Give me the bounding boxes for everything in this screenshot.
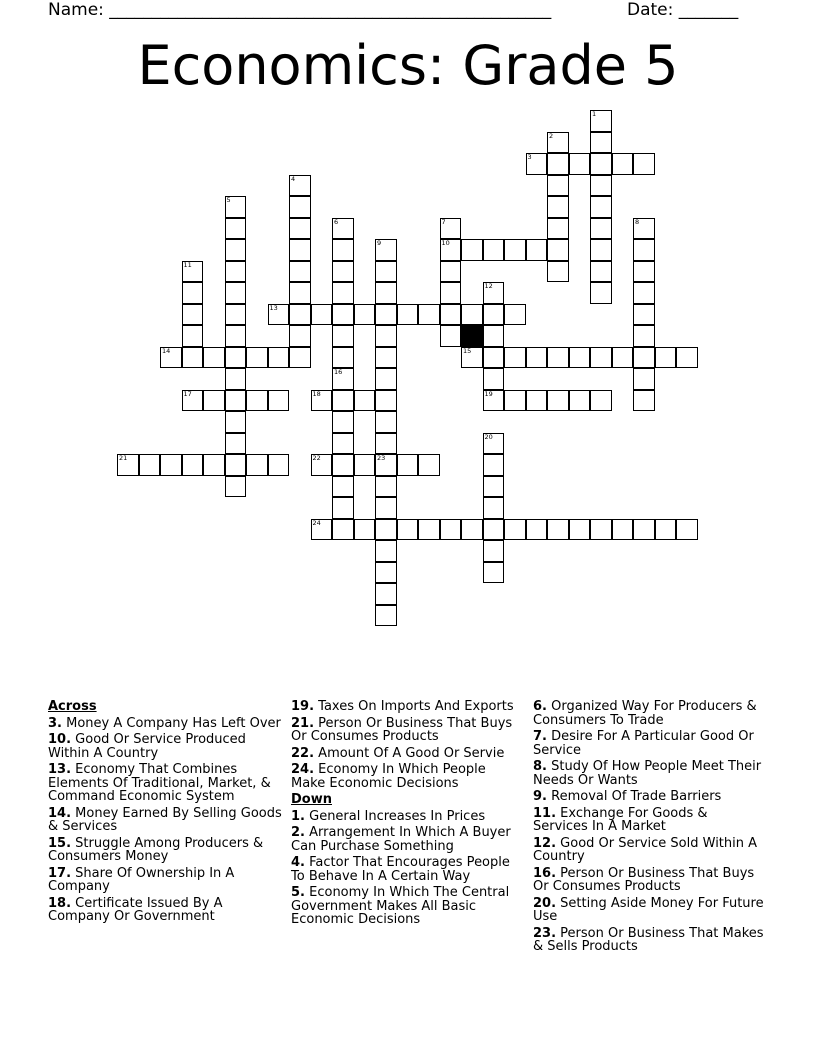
crossword-cell[interactable] (526, 153, 548, 175)
crossword-cell[interactable] (332, 304, 354, 326)
crossword-cell[interactable] (590, 282, 612, 304)
clue-number-label: 12 (484, 282, 493, 290)
crossword-cell[interactable] (182, 347, 204, 369)
crossword-cell[interactable] (311, 454, 333, 476)
crossword-cell[interactable] (633, 153, 655, 175)
crossword-block (461, 325, 483, 347)
clue-text: General Increases In Prices (309, 808, 486, 824)
crossword-cell[interactable] (526, 239, 548, 261)
clue-item (533, 790, 765, 804)
crossword-cell[interactable] (289, 175, 311, 197)
crossword-cell[interactable] (289, 347, 311, 369)
crossword-cell[interactable] (504, 304, 526, 326)
crossword-cell[interactable] (375, 433, 397, 455)
crossword-cell[interactable] (375, 562, 397, 584)
clue-number-label: 24 (312, 518, 321, 527)
crossword-cell[interactable] (375, 347, 397, 369)
crossword-cell[interactable] (225, 476, 247, 498)
crossword-cell[interactable] (483, 325, 505, 347)
crossword-cell[interactable] (504, 239, 526, 261)
crossword-cell[interactable] (590, 132, 612, 154)
crossword-cell[interactable] (268, 390, 290, 412)
crossword-cell[interactable] (182, 454, 204, 476)
crossword-cell[interactable] (633, 347, 655, 369)
clue-item (533, 730, 765, 757)
clue-column-2 (291, 700, 521, 930)
clue-number-label: 22 (312, 454, 321, 462)
clue-text: Share Of Ownership In A Company (48, 865, 235, 894)
clue-number-label: 18 (312, 389, 321, 398)
crossword-cell[interactable] (483, 433, 505, 455)
crossword-cell[interactable] (225, 368, 247, 390)
clue-text: Exchange For Goods & Services In A Market (533, 805, 708, 834)
clue-text: Removal Of Trade Barriers (551, 789, 722, 804)
crossword-cell[interactable] (375, 497, 397, 519)
crossword-cell[interactable] (375, 605, 397, 627)
clue-item (291, 700, 521, 714)
crossword-cell[interactable] (569, 347, 591, 369)
clue-number: 24. (291, 762, 315, 777)
clue-item (533, 897, 765, 924)
clue-text: Person Or Business That Buys Or Consumes Products (533, 865, 755, 894)
clue-item (48, 837, 284, 864)
clue-item (48, 897, 284, 924)
crossword-cell[interactable] (526, 519, 548, 541)
clue-number: 22. (291, 745, 315, 761)
crossword-cell[interactable] (182, 304, 204, 326)
crossword-cell[interactable] (225, 454, 247, 476)
clue-text: Organized Way For Producers & Consumers To Trade (533, 699, 757, 728)
crossword-cell[interactable] (547, 347, 569, 369)
clue-number: 18. (48, 895, 72, 911)
crossword-cell[interactable] (547, 132, 569, 154)
clue-item (291, 886, 521, 927)
crossword-cell[interactable] (483, 239, 505, 261)
crossword-cell[interactable] (225, 433, 247, 455)
clue-number: 8. (533, 759, 547, 774)
crossword-cell[interactable] (547, 519, 569, 541)
crossword-cell[interactable] (483, 454, 505, 476)
crossword-cell[interactable] (676, 347, 698, 369)
clue-text: Factor That Encourages People To Behave In A Certain Way (291, 855, 510, 884)
crossword-cell[interactable] (483, 347, 505, 369)
crossword-cell[interactable] (375, 476, 397, 498)
crossword-cell[interactable] (332, 239, 354, 261)
clue-item (533, 760, 765, 787)
crossword-cell[interactable] (461, 239, 483, 261)
crossword-cell[interactable] (332, 497, 354, 519)
crossword-cell[interactable] (117, 454, 139, 476)
crossword-cell[interactable] (547, 153, 569, 175)
crossword-cell[interactable] (203, 390, 225, 412)
crossword-cell[interactable] (633, 368, 655, 390)
crossword-cell[interactable] (483, 390, 505, 412)
crossword-cell[interactable] (268, 454, 290, 476)
clue-number-label: 4 (291, 174, 296, 183)
clue-text: Struggle Among Producers & Consumers Money (48, 835, 264, 864)
clue-item (533, 867, 765, 894)
clue-number-label: 10 (441, 239, 450, 247)
crossword-cell[interactable] (483, 304, 505, 326)
crossword-cell[interactable] (289, 239, 311, 261)
crossword-cell[interactable] (590, 519, 612, 541)
crossword-cell[interactable] (590, 196, 612, 218)
crossword-cell[interactable] (332, 347, 354, 369)
clue-number: 13. (48, 762, 72, 777)
clue-number-label: 11 (183, 260, 192, 269)
clue-number-label: 23 (377, 454, 386, 462)
clue-number: 19. (291, 699, 315, 714)
crossword-cell[interactable] (332, 368, 354, 390)
clue-text: Certificate Issued By A Company Or Government (48, 895, 223, 924)
crossword-cell[interactable] (225, 347, 247, 369)
crossword-cell[interactable] (440, 239, 462, 261)
clue-number-label: 15 (463, 346, 472, 355)
crossword-cell[interactable] (483, 282, 505, 304)
crossword-cell[interactable] (547, 175, 569, 197)
crossword-cell[interactable] (590, 153, 612, 175)
clue-heading: Down (291, 792, 332, 807)
crossword-cell[interactable] (504, 390, 526, 412)
crossword-cell[interactable] (461, 304, 483, 326)
clue-text: Economy That Combines Elements Of Traditional, Market, & Command Economic System (48, 762, 271, 804)
clue-number: 10. (48, 732, 72, 747)
crossword-cell[interactable] (332, 282, 354, 304)
clue-number-label: 14 (162, 346, 171, 355)
clue-text: Money A Company Has Left Over (66, 715, 281, 731)
crossword-cell[interactable] (375, 261, 397, 283)
clue-number-label: 21 (119, 454, 128, 462)
crossword-cell[interactable] (289, 304, 311, 326)
clue-number: 16. (533, 865, 557, 881)
crossword-cell[interactable] (590, 110, 612, 132)
clue-text: Person Or Business That Buys Or Consumes Products (291, 715, 513, 744)
clue-heading: Across (48, 699, 97, 714)
clue-number: 12. (533, 835, 557, 851)
crossword-cell[interactable] (332, 261, 354, 283)
crossword-cell[interactable] (547, 196, 569, 218)
crossword-cell[interactable] (483, 562, 505, 584)
crossword-cell[interactable] (633, 390, 655, 412)
crossword-cell[interactable] (397, 454, 419, 476)
clue-item (48, 763, 284, 804)
date-field-label: Date: _______ (627, 0, 739, 20)
clue-item (533, 807, 765, 834)
clue-number: 20. (533, 895, 557, 911)
crossword-cell[interactable] (633, 261, 655, 283)
crossword-cell[interactable] (332, 325, 354, 347)
crossword-cell[interactable] (289, 282, 311, 304)
crossword-cell[interactable] (418, 304, 440, 326)
clue-number: 5. (291, 885, 305, 900)
crossword-cell[interactable] (246, 454, 268, 476)
page-title: Economics: Grade 5 (137, 34, 679, 97)
clue-item (291, 826, 521, 853)
crossword-cell[interactable] (332, 476, 354, 498)
crossword-cell[interactable] (483, 497, 505, 519)
clue-text: Study Of How People Meet Their Needs Or Wants (533, 759, 762, 788)
crossword-cell[interactable] (440, 304, 462, 326)
crossword-cell[interactable] (569, 153, 591, 175)
crossword-cell[interactable] (483, 476, 505, 498)
clue-number-label: 3 (527, 153, 532, 161)
clue-number-label: 7 (441, 217, 446, 226)
crossword-cell[interactable] (375, 519, 397, 541)
crossword-cell[interactable] (655, 347, 677, 369)
clue-number: 9. (533, 789, 547, 804)
clue-text: Setting Aside Money For Future Use (533, 895, 764, 924)
crossword-cell[interactable] (633, 519, 655, 541)
crossword-cell[interactable] (225, 261, 247, 283)
crossword-cell[interactable] (375, 583, 397, 605)
clue-number: 21. (291, 715, 315, 731)
clue-item (48, 807, 284, 834)
crossword-cell[interactable] (375, 454, 397, 476)
crossword-cell[interactable] (225, 411, 247, 433)
crossword-cell[interactable] (461, 347, 483, 369)
clue-item (533, 700, 765, 727)
clue-text: Amount Of A Good Or Servie (318, 745, 505, 761)
crossword-cell[interactable] (332, 218, 354, 240)
clue-item (291, 747, 521, 761)
crossword-cell[interactable] (182, 390, 204, 412)
crossword-cell[interactable] (203, 454, 225, 476)
crossword-cell[interactable] (461, 519, 483, 541)
clue-number-label: 20 (484, 432, 493, 441)
crossword-cell[interactable] (418, 519, 440, 541)
crossword-cell[interactable] (225, 390, 247, 412)
crossword-cell[interactable] (332, 433, 354, 455)
crossword-cell[interactable] (311, 390, 333, 412)
clue-number: 3. (48, 715, 62, 731)
crossword-cell[interactable] (483, 519, 505, 541)
crossword-cell[interactable] (182, 325, 204, 347)
crossword-cell[interactable] (225, 282, 247, 304)
clue-number-label: 17 (183, 389, 192, 398)
clue-text: Money Earned By Selling Goods & Services (48, 805, 282, 834)
crossword-cell[interactable] (612, 347, 634, 369)
crossword-cell[interactable] (311, 304, 333, 326)
crossword-cell[interactable] (225, 325, 247, 347)
crossword-cell[interactable] (375, 325, 397, 347)
crossword-cell[interactable] (526, 347, 548, 369)
clue-item (533, 927, 765, 954)
crossword-cell[interactable] (590, 239, 612, 261)
clue-text: Taxes On Imports And Exports (318, 699, 514, 714)
clue-number: 17. (48, 865, 72, 881)
clue-item (291, 763, 521, 790)
crossword-cell[interactable] (590, 390, 612, 412)
crossword-cell[interactable] (375, 411, 397, 433)
crossword-cell[interactable] (354, 304, 376, 326)
crossword-cell[interactable] (440, 282, 462, 304)
clue-item (291, 717, 521, 744)
clue-text: Person Or Business That Makes & Sells Products (533, 925, 764, 954)
crossword-cell[interactable] (633, 218, 655, 240)
crossword-cell[interactable] (354, 519, 376, 541)
crossword-cell[interactable] (225, 196, 247, 218)
crossword-cell[interactable] (612, 519, 634, 541)
crossword-cell[interactable] (225, 239, 247, 261)
clue-item (533, 837, 765, 864)
crossword-cell[interactable] (633, 239, 655, 261)
clue-item (291, 856, 521, 883)
crossword-cell[interactable] (268, 347, 290, 369)
clue-item (48, 867, 284, 894)
crossword-cell[interactable] (225, 218, 247, 240)
crossword-cell[interactable] (547, 218, 569, 240)
clue-number: 4. (291, 855, 305, 870)
clue-number-label: 6 (334, 217, 339, 226)
crossword-cell[interactable] (332, 519, 354, 541)
crossword-cell[interactable] (354, 390, 376, 412)
crossword-cell[interactable] (203, 347, 225, 369)
crossword-cell[interactable] (504, 519, 526, 541)
crossword-cell[interactable] (590, 175, 612, 197)
crossword-cell[interactable] (547, 239, 569, 261)
clue-column-3 (533, 700, 765, 957)
clue-number-label: 9 (377, 239, 382, 247)
crossword-cell[interactable] (160, 347, 182, 369)
crossword-cell[interactable] (332, 390, 354, 412)
clue-item (48, 717, 284, 731)
crossword-cell[interactable] (311, 519, 333, 541)
crossword-cell[interactable] (246, 347, 268, 369)
clue-item (291, 810, 521, 824)
crossword-cell[interactable] (633, 282, 655, 304)
name-field-label: Name: ____________________________________________________ (48, 0, 552, 20)
clue-number-label: 16 (334, 368, 343, 376)
clue-text: Good Or Service Sold Within A Country (533, 835, 758, 864)
crossword-cell[interactable] (332, 454, 354, 476)
clue-text: Good Or Service Produced Within A Country (48, 732, 246, 761)
crossword-cell[interactable] (569, 390, 591, 412)
crossword-cell[interactable] (440, 218, 462, 240)
clue-number: 23. (533, 925, 557, 941)
clue-text: Desire For A Particular Good Or Service (533, 729, 754, 758)
crossword-cell[interactable] (375, 368, 397, 390)
crossword-cell[interactable] (225, 304, 247, 326)
crossword-cell[interactable] (569, 519, 591, 541)
crossword-cell[interactable] (547, 390, 569, 412)
crossword-cell[interactable] (332, 411, 354, 433)
crossword-cell[interactable] (633, 304, 655, 326)
clue-number: 7. (533, 729, 547, 744)
crossword-cell[interactable] (375, 239, 397, 261)
crossword-cell[interactable] (483, 368, 505, 390)
crossword-cell[interactable] (504, 347, 526, 369)
crossword-cell[interactable] (440, 261, 462, 283)
crossword-cell[interactable] (440, 519, 462, 541)
clue-text: Economy In Which People Make Economic Decisions (291, 762, 486, 791)
crossword-cell[interactable] (655, 519, 677, 541)
crossword-cell[interactable] (397, 304, 419, 326)
clue-column-1 (48, 700, 284, 927)
crossword-cell[interactable] (418, 454, 440, 476)
crossword-cell[interactable] (612, 153, 634, 175)
crossword-cell[interactable] (139, 454, 161, 476)
clue-number: 2. (291, 825, 305, 840)
clue-number-label: 2 (549, 131, 554, 140)
crossword-cell[interactable] (160, 454, 182, 476)
crossword-cell[interactable] (633, 325, 655, 347)
crossword-cell[interactable] (526, 390, 548, 412)
crossword-cell[interactable] (676, 519, 698, 541)
crossword-cell[interactable] (375, 304, 397, 326)
crossword-cell[interactable] (182, 282, 204, 304)
crossword-cell[interactable] (182, 261, 204, 283)
clue-number: 15. (48, 835, 72, 851)
crossword-cell[interactable] (547, 261, 569, 283)
crossword-cell[interactable] (268, 304, 290, 326)
crossword-cell[interactable] (590, 347, 612, 369)
crossword-cell[interactable] (289, 261, 311, 283)
clue-number-label: 1 (592, 110, 597, 118)
crossword-cell[interactable] (440, 325, 462, 347)
crossword-cell[interactable] (397, 519, 419, 541)
clue-number: 1. (291, 808, 305, 824)
clue-number-label: 19 (484, 389, 493, 398)
clue-number: 6. (533, 699, 547, 714)
crossword-cell[interactable] (289, 196, 311, 218)
clue-item (48, 733, 284, 760)
clue-number-label: 13 (269, 303, 278, 312)
clue-number: 14. (48, 805, 72, 821)
crossword-cell[interactable] (375, 390, 397, 412)
crossword-cell[interactable] (590, 261, 612, 283)
crossword-cell[interactable] (289, 218, 311, 240)
clue-number-label: 5 (226, 196, 231, 204)
crossword-cell[interactable] (375, 540, 397, 562)
clue-number-label: 8 (635, 217, 640, 226)
crossword-cell[interactable] (354, 454, 376, 476)
clue-number: 11. (533, 805, 557, 821)
crossword-cell[interactable] (483, 540, 505, 562)
clue-text: Economy In Which The Central Government Makes All Basic Economic Decisions (291, 885, 510, 927)
crossword-cell[interactable] (289, 325, 311, 347)
clue-text: Arrangement In Which A Buyer Can Purchase Something (291, 825, 511, 854)
crossword-cell[interactable] (246, 390, 268, 412)
crossword-cell[interactable] (375, 282, 397, 304)
crossword-cell[interactable] (590, 218, 612, 240)
